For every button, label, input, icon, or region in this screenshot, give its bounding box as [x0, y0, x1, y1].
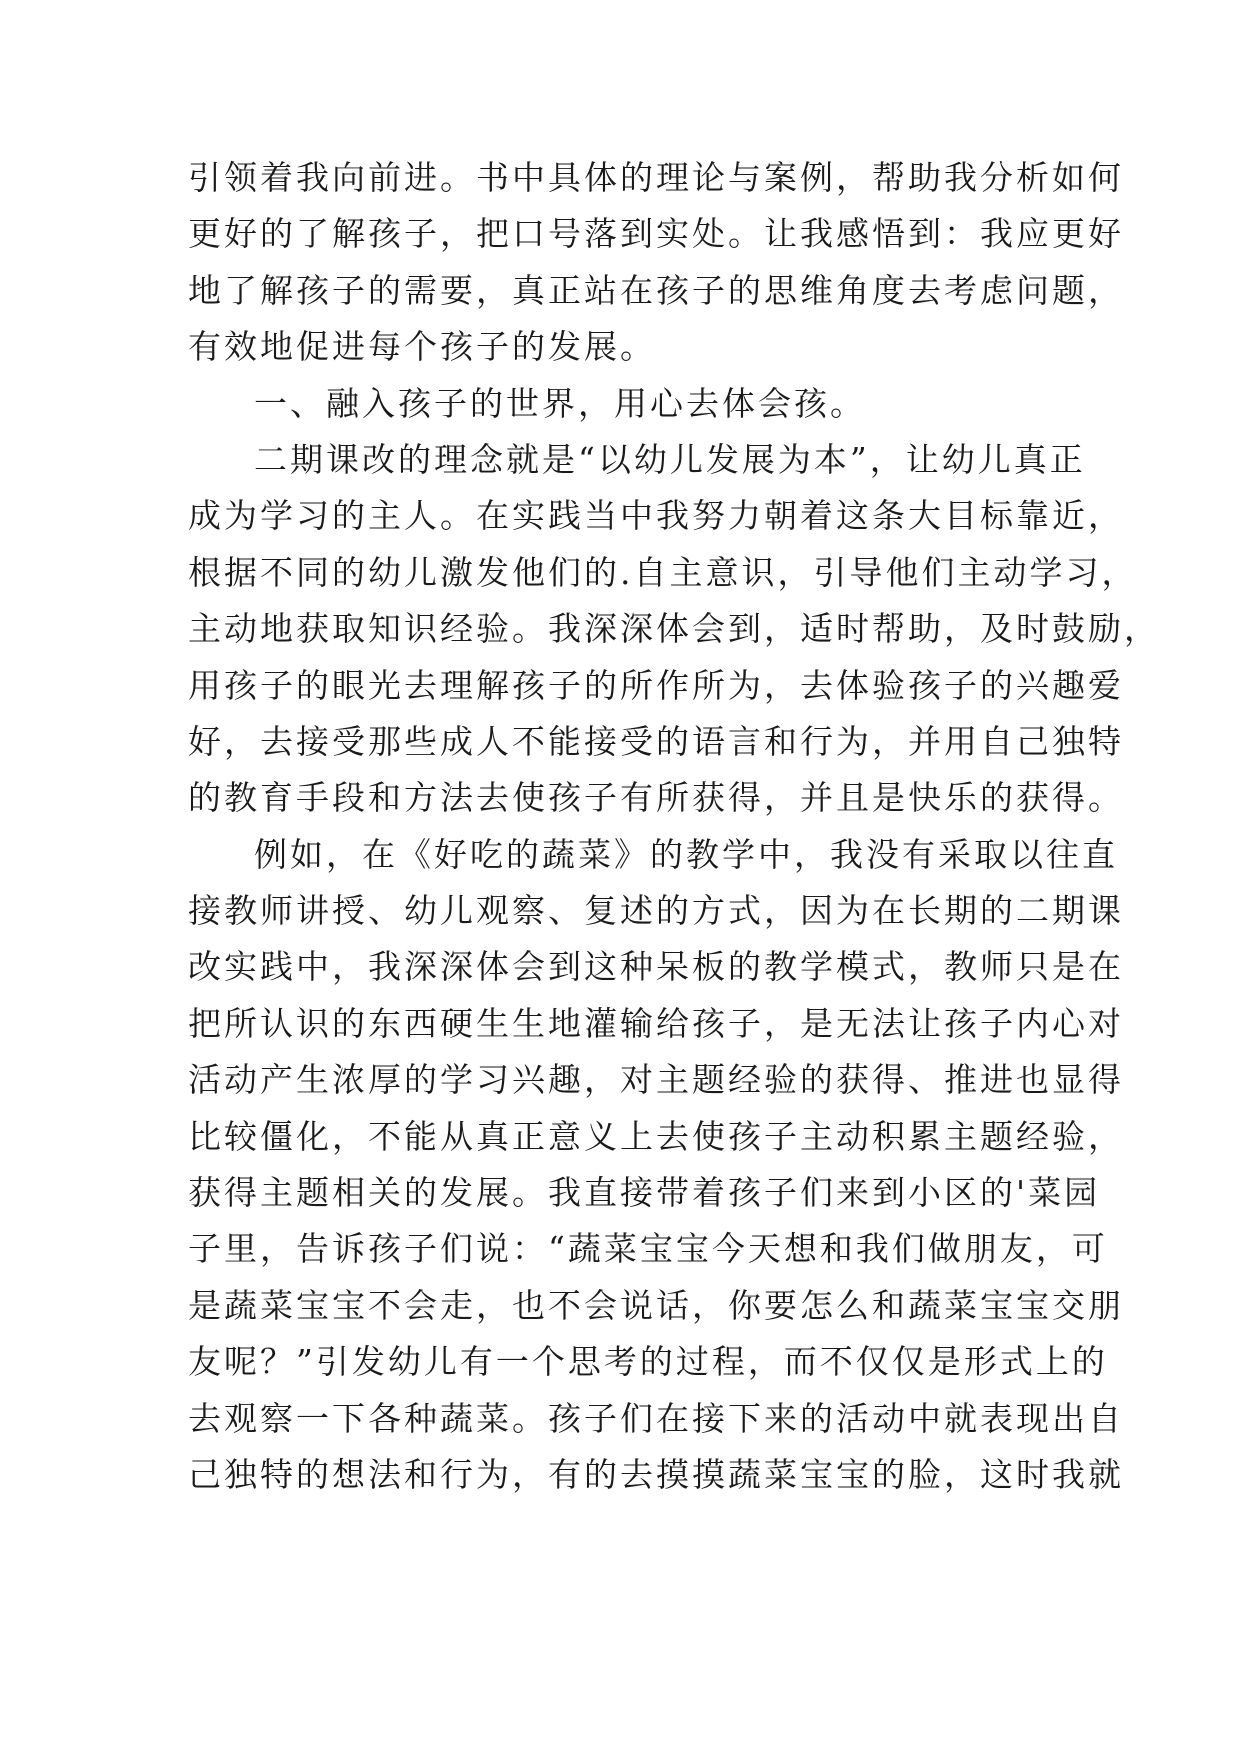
text-line: 地了解孩子的需要，真正站在孩子的思维角度去考虑问题， — [188, 270, 1124, 310]
text-line: 的教育手段和方法去使孩子有所获得，并且是快乐的获得。 — [188, 778, 1124, 818]
text-line: 根据不同的幼儿激发他们的.自主意识，引导他们主动学习， — [188, 552, 1138, 592]
text-line: 比较僵化，不能从真正意义上去使孩子主动积累主题经验， — [188, 1116, 1124, 1156]
text-line: 把所认识的东西硬生生地灌输给孩子，是无法让孩子内心对 — [188, 1003, 1124, 1043]
text-line: 活动产生浓厚的学习兴趣，对主题经验的获得、推进也显得 — [188, 1060, 1124, 1100]
text-line: 二期课改的理念就是“以幼儿发展为本”，让幼儿真正 — [254, 439, 1086, 479]
text-line: 子里，告诉孩子们说：“蔬菜宝宝今天想和我们做朋友，可 — [188, 1229, 1108, 1269]
text-line: 接教师讲授、幼儿观察、复述的方式，因为在长期的二期课 — [188, 891, 1124, 931]
text-line: 友呢？”引发幼儿有一个思考的过程，而不仅仅是形式上的 — [188, 1342, 1108, 1382]
text-line: 例如，在《好吃的蔬菜》的教学中，我没有采取以往直 — [254, 834, 1118, 874]
text-line: 己独特的想法和行为，有的去摸摸蔬菜宝宝的脸，这时我就 — [188, 1454, 1124, 1494]
text-line: 是蔬菜宝宝不会走，也不会说话，你要怎么和蔬菜宝宝交朋 — [188, 1285, 1124, 1325]
text-line: 好，去接受那些成人不能接受的语言和行为，并用自己独特 — [188, 721, 1124, 761]
body-text — [188, 150, 1160, 1503]
text-line: 主动地获取知识经验。我深深体会到，适时帮助，及时鼓励， — [188, 609, 1160, 649]
text-line: 引领着我向前进。书中具体的理论与案例，帮助我分析如何 — [188, 158, 1124, 197]
text-line: 改实践中，我深深体会到这种呆板的教学模式，教师只是在 — [188, 947, 1124, 987]
text-line: 更好的了解孩子，把口号落到实处。让我感悟到：我应更好 — [188, 214, 1124, 254]
text-line: 成为学习的主人。在实践当中我努力朝着这条大目标靠近， — [188, 496, 1124, 536]
text-line: 去观察一下各种蔬菜。孩子们在接下来的活动中就表现出自 — [188, 1398, 1124, 1438]
text-line: 获得主题相关的发展。我直接带着孩子们来到小区的'菜园 — [188, 1173, 1101, 1213]
text-line: 用孩子的眼光去理解孩子的所作所为，去体验孩子的兴趣爱 — [188, 665, 1124, 705]
section-heading: 一、融入孩子的世界，用心去体会孩。 — [254, 383, 866, 423]
text-line: 有效地促进每个孩子的发展。 — [188, 327, 656, 367]
